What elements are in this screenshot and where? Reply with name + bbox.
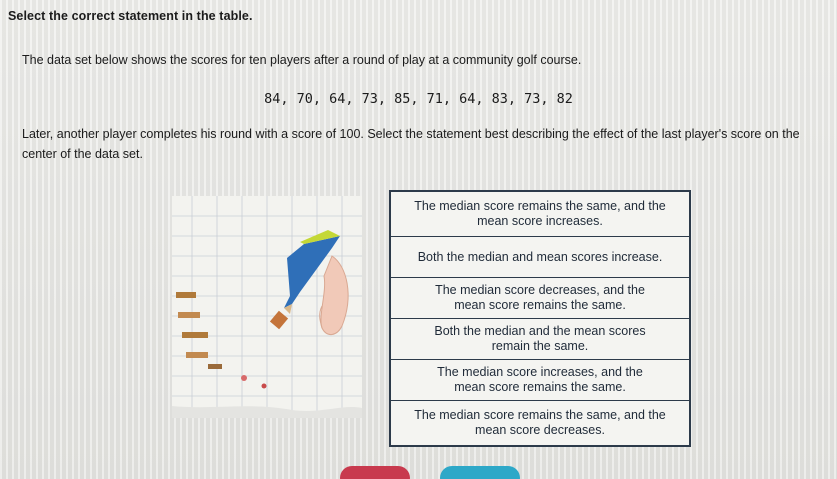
answer-choice-2[interactable]: Both the median and mean scores increase. — [391, 237, 689, 278]
answer-choice-4[interactable]: Both the median and the mean scores remain the same. — [391, 319, 689, 360]
question-text: Later, another player completes his round with a score of 100. Select the statement best describing the effect of the last player's score on the center of the data set. — [22, 127, 800, 161]
reset-button[interactable] — [340, 466, 410, 479]
answer-choice-3[interactable]: The median score decreases, and the mean score remains the same. — [391, 278, 689, 319]
prompt-text: Select the correct statement in the table. — [8, 9, 253, 23]
scorecard-pencil-illustration — [172, 196, 362, 418]
submit-button[interactable] — [440, 466, 520, 479]
answer-choice-1[interactable]: The median score remains the same, and the mean score increases. — [391, 192, 689, 237]
data-set: 84, 70, 64, 73, 85, 71, 64, 83, 73, 82 — [264, 91, 573, 107]
answer-choice-6[interactable]: The median score remains the same, and the mean score decreases. — [414, 408, 666, 437]
answer-choices-table — [389, 190, 691, 447]
answer-choice-5[interactable]: The median score increases, and the mean score remains the same. — [391, 360, 689, 401]
intro-text: The data set below shows the scores for ten players after a round of play at a community golf course. — [22, 53, 582, 67]
